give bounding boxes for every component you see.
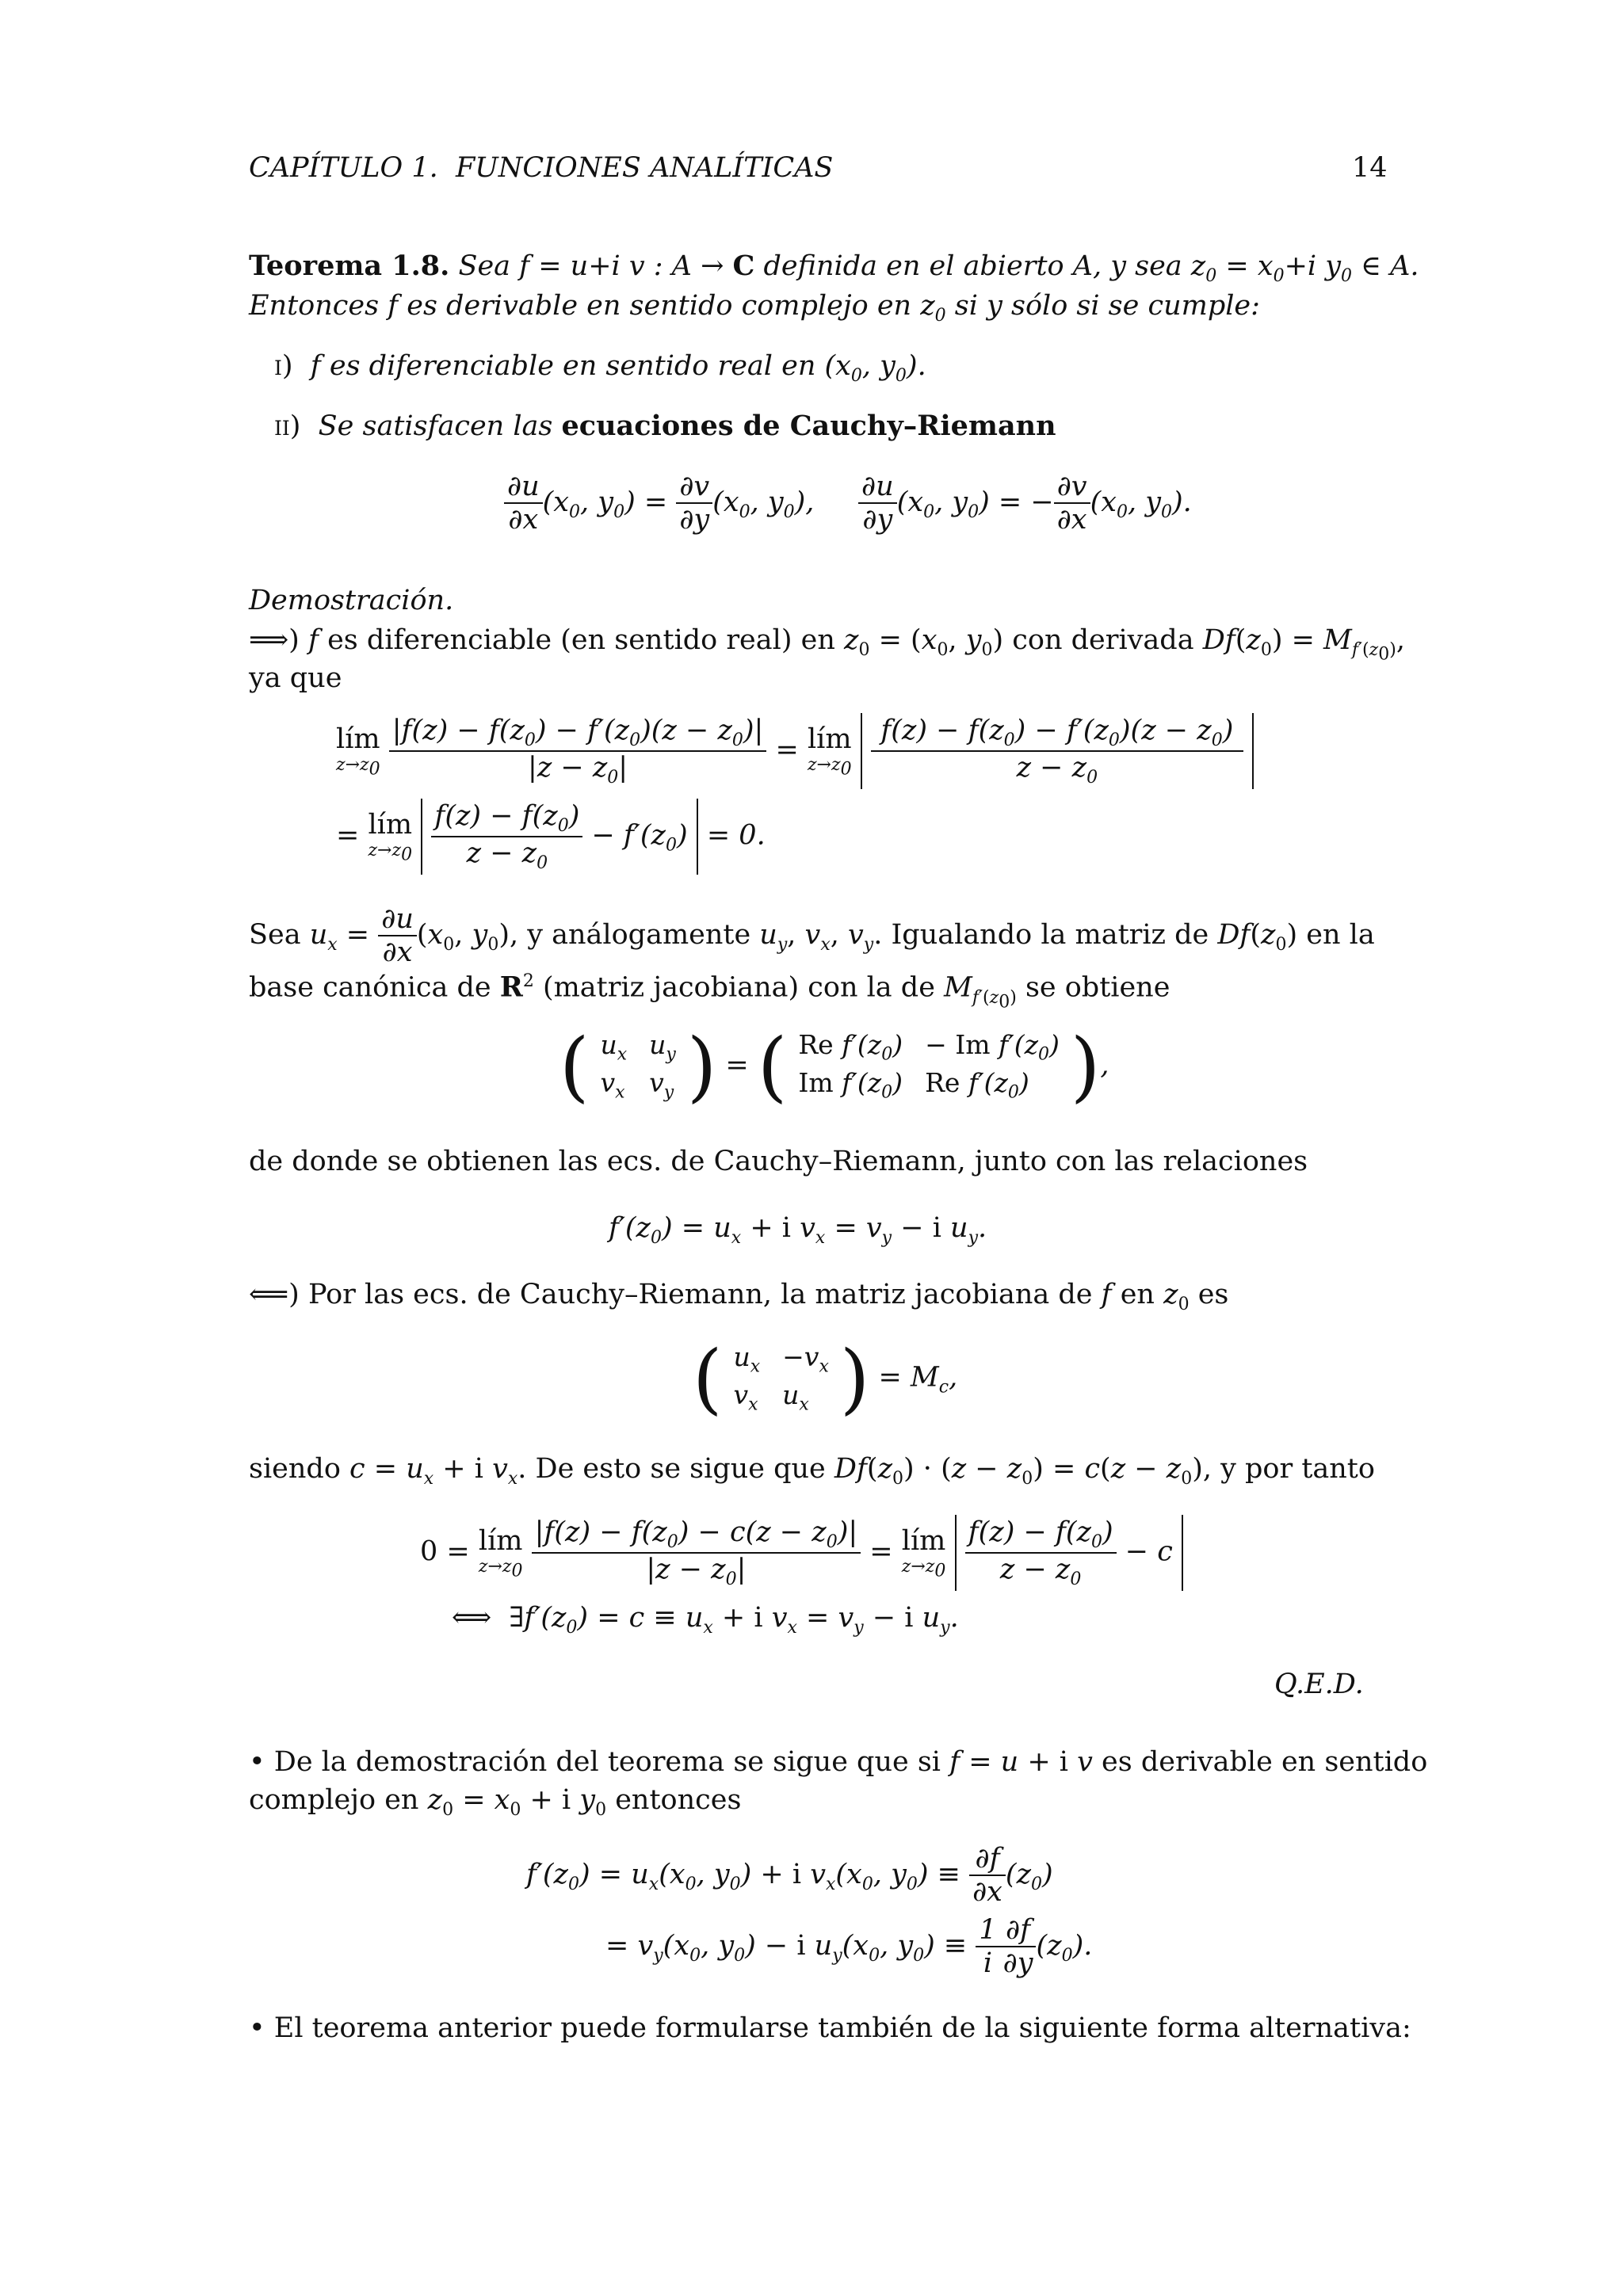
remark-bullet-1-line-2: complejo en $z_0 = x_0 + i$ $y_0$ entonces (249, 1784, 742, 1820)
theorem-line-1: Teorema 1.8. Sea f = u+i v : A → C definida en el abierto A, y sea $z_0 = x_0+i$ $y_0$ ∈ A. (249, 250, 1419, 286)
final-limit-equation-2: ⟺ $\exists f'(z_0) = c \equiv u_x + i$ $v_x = v_y - i$ $u_y$. (452, 1602, 959, 1638)
sea-line-1: Sea $u_x$ = $\frac{\partial u}{\partial x}$ ($x_0$, $y_0$), y análogamente $u_y$, $v_x$, $v_y$. Igualando la matriz de $Df(z_0)$ en la (249, 903, 1375, 969)
proof-forward-line-2: ya que (249, 662, 342, 694)
theorem-line-2: Entonces f es derivable en sentido complejo en $z_0$ si y sólo si se cumple: (249, 290, 1260, 326)
donde-line: de donde se obtienen las ecs. de Cauchy–Riemann, junto con las relaciones (249, 1146, 1308, 1177)
remark-bullet-1-line-1: • De la demostración del teorema se sigue que si f = u + i v es derivable en sentido (249, 1746, 1428, 1778)
final-limit-equation-1: 0 = lím $z\to z_0$ $\frac{|f(z) - f(z_0) - c(z - z_0)|}{|z - z_0|}$ = lím $z\to z_0$ $\frac{f(z) - f(z_0)}{z - z_0}$ − c (420, 1516, 1182, 1589)
jacobian-equation: ( $u_x$ $-v_x$ $v_x$ $u_x$ ) = $M_c$, (693, 1334, 958, 1423)
running-header: CAPÍTULO 1. FUNCIONES ANALÍTICAS (249, 152, 834, 184)
matrix-equation: ( $u_x$ $u_y$ $v_x$ $v_y$ ) = ( Re $f'(z_0)$ − Im $f'(z_0)$ Im $f'(z_0)$ Re $f'(z_0)$ ), (559, 1022, 1109, 1111)
qed-mark: Q.E.D. (1274, 1669, 1364, 1700)
siendo-line: siendo $c = u_x + i$ $v_x$. De esto se sigue que $Df(z_0) \cdot (z - z_0) = c(z - z_0)$, y por tanto (249, 1453, 1375, 1489)
derivative-equation-2: = $v_y(x_0$, $y_0) - i$ $u_y(x_0$, $y_0$) ≡ $\frac{1}{i}$ $\frac{\partial f}{\partial y}$ $(z_0)$. (605, 1914, 1093, 1980)
remark-bullet-2: • El teorema anterior puede formularse también de la siguiente forma alternativa: (249, 2012, 1411, 2044)
derivative-equation-1: $f'(z_0) = u_x(x_0$, $y_0) + i$ $v_x(x_0$, $y_0$) ≡ $\frac{\partial f}{\partial x}$ $(z_0)$ (526, 1843, 1053, 1909)
proof-label: Demostración. (249, 585, 454, 616)
theorem-item-ii: ii) Se satisfacen las ecuaciones de Cauchy–Riemann (274, 410, 1056, 442)
limit-equation-2: = lím $z\to z_0$ $\frac{f(z) - f(z_0)}{z - z_0}$ − $f'(z_0) = 0$. (336, 799, 766, 873)
relation-equation: $f'(z_0) = u_x + i$ $v_x = v_y - i$ $u_y$. (609, 1212, 987, 1248)
page-number: 14 (1352, 152, 1388, 184)
limit-equation-1: lím $z\to z_0$ $\frac{|f(z) - f(z_0) - f'(z_0)(z - z_0)|}{|z - z_0|}$ = lím $z\to z_0$ $\frac{f(z) - f(z_0) - f'(z_0)(z - z_0)}{z - z_0}$ (336, 713, 1254, 789)
sea-line-2: base canónica de $R^2$ (matriz jacobiana) con la de $M_{f'(z_0)}$ se obtiene (249, 971, 1170, 1013)
proof-backward-line: ⟸) Por las ecs. de Cauchy–Riemann, la matriz jacobiana de f en $z_0$ es (249, 1279, 1229, 1314)
proof-forward-line-1: ⟹) f es diferenciable (en sentido real) en $z_0 = (x_0$, $y_0$) con derivada $Df(z_0) = M_{f'(z_0)}$, (249, 624, 1405, 665)
cauchy-riemann-equation: $\frac{\partial u}{\partial x}$ ($x_0$, $y_0$) = $\frac{\partial v}{\partial y}$ ($x_0$, $y_0$), $\frac{\partial u}{\partial y}$ ($x_0$, $y_0$) = − $\frac{\partial v}{\partial x}$ ($x_0$, $y_0$). (504, 471, 1192, 536)
theorem-item-i: i) f es diferenciable en sentido real en ($x_0$, $y_0$). (274, 350, 926, 386)
